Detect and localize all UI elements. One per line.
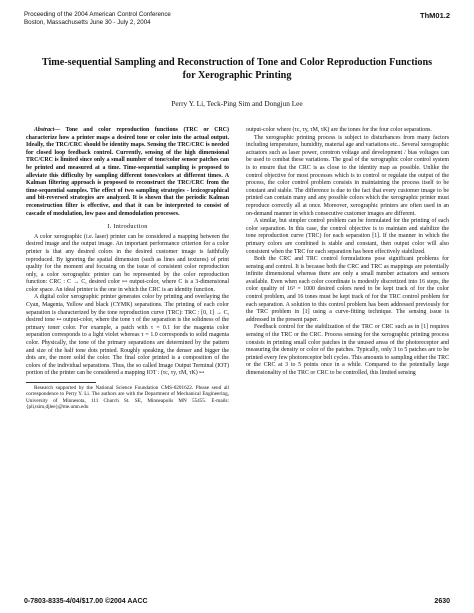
abstract-text: — Tone and color reproduction functions (TRC or CRC) characterize how a printer maps a desired tone or color into the actual output. Ideally, the TRC/CRC should be identity maps. Sensing the TRC/CRC is needed for closed loop feedback control. Currently, sensing of the high dimensional TRC/CRC is limited since only a small number of tone/color sensor patches can be printed and measured at a time. Time-sequential sampling is proposed to alleviate this difficulty by sampling different tones/colors at different times. A Kalman filtering approach is proposed to reconstruct the TRC/CRC from the time-sequential samples. The effect of two sampling strategies - lexicographical and bit-reversed strategies are analyzed. It is shown that the periodic Kalman reconstruction filter is effective, and that it can be interpreted to consist of cascade of modulation, low pass and demodulation processes.	[26, 127, 229, 217]
body-paragraph: Feedback control for the stabilization of the TRC or CRC such as in [1] requires sensing of the TRC or the CRC. Process sensing for the xerographic printing process consists in printing small color patches in the unused areas of the photoreceptor and measuring the density or color of the patches. Typically, only 3 to 5 patches are to be printed every few photoreceptor belt cycles. This amounts to sampling either the TRC or the CRC at 3 to 5 points once in a while. Compared to the potentially large dimensionality of the TRC or CRC to be controlled, this limited sensing	[246, 324, 449, 376]
footer-isbn: 0-7803-8335-4/04/$17.00 ©2004 AACC	[24, 598, 148, 605]
left-column	[26, 127, 229, 411]
intro-paragraph: A color xerographic (i.e. laser) printer can be considered a mapping between the desired image and the output image. An important performance criterion for a color printer is that any desired colors in the desired customer image is faithfully reproduced. By ignoring the spatial dimension (such as lines and textures) of print quality for the moment and focusing on the issue of consistent color reproduction only, a color xerographic printer can be represented by the color reproduction function: CRC : C → C, desired color ↦ output-color, where C is a 3-dimensional color space. An ideal printer is the one in which the CRC is an identity function.	[26, 233, 229, 293]
paper-authors: Perry Y. Li, Teck-Ping Sim and Dongjun Lee	[171, 99, 303, 108]
intro-paragraph: A digital color xerographic printer generates color by printing and overlaying the Cyan, Magenta, Yellow and black (CYMK) separations. The printing of each color separation is characterized by the tone reproduction curve (TRC): TRC : [0, 1] → C, desired tone ↦ output-color, where the tone τ of the separation is the solidness of the primary toner color. For example, a patch with τ = 0.1 for the magenta color separation corresponds to a light violet whereas τ = 1.0 corresponds to solid magenta color. Physically, the tone of the primary separations are determined by the pattern and size of the half tone dots printed. Roughly speaking, the denser and bigger the dots are, the more solid the color. The final color printed is a composition of the colors of the individual separations. Thus, the so called Image Output Terminal (IOT) portion of the printer can be considered a mapping IOT : (τc, τy, τM, τK) ↦	[26, 294, 229, 377]
right-column	[246, 127, 449, 378]
section-heading-introduction: I. Introduction	[107, 223, 148, 231]
body-paragraph-continued: output-color where (τc, τy, τM, τK) are the tones for the four color separations.	[246, 127, 432, 133]
conference-name: Proceeding of the 2004 American Control Conference	[24, 11, 171, 18]
footnote: Research supported by the National Science Foundation CMS-0201622. Please send all correspondence to Perry Y. Li. The authors are with the Department of Mechanical Engineering, University of Minnesota, 111 Church St. SE, Minneapolis MN 55455. E-mails: {pli,tsim,djlee}@me.umn.edu	[26, 385, 229, 411]
paper-id: ThM01.2	[419, 11, 450, 20]
abstract-lead: Abstract	[34, 127, 55, 133]
footnote-divider	[26, 382, 96, 383]
body-paragraph: The xerographic printing process is subject to disturbances from many factors including temperature, humidity, material age and variations etc.. Several xerographic actuators such as laser power, corotron voltage and development / bias voltages can be used to combat these variations. The goal of the xerographic color control system is to ensure that the CRC is as close to the identity map as possible. Unlike the control objective for most processes which is to control or regulate the output of the process, the color control problem consists in maintaining the process itself to be constant and stable. The difference is due to the fact that every customer image to be printed can contain many and any possible colors which the xerographic printer must reproduce correctly all at once. Moreover, xerographic printers are often used in an on-demand manner in which consecutive customer images are different.	[246, 134, 449, 217]
abstract	[26, 127, 229, 218]
paper-title: Time-sequential Sampling and Reconstruction of Tone and Color Reproduction Functions for Xerographic Printing	[41, 57, 433, 81]
body-paragraph: A similar, but simpler control problem can be formulated for the printing of each color separation. In this case, the control objective is to maintain and stabilize the tone reproduction curve (TRC) for each separation [1]. If the manner in which the primary colors are combined is stable and constant, then output color will also consistent when the TRC for each separation has been effectively stabilized.	[246, 218, 449, 255]
conference-location: Boston, Massachusetts June 30 - July 2, 2004	[24, 19, 151, 26]
body-paragraph: Both the CRC and TRC control formulations pose significant problems for sensing and control. It is because both the CRC and TRC as mappings are potentially infinite dimensional whereas there are only a small number actuators and sensors available. Even when each color coordinate is modestly discretized into 16 steps, the color quality of 16³ = 1000 desired colors need to be kept track of for the color control problem, and 16 tones must be kept track of for the TRC control problem for each separation. A solution to this control problem has been addressed previously for the TRC problem in [1] using a curve-fitting technique. The sensing issue is addressed in the present paper.	[246, 256, 449, 323]
conference-header	[24, 11, 171, 27]
page-number: 2630	[434, 598, 450, 605]
